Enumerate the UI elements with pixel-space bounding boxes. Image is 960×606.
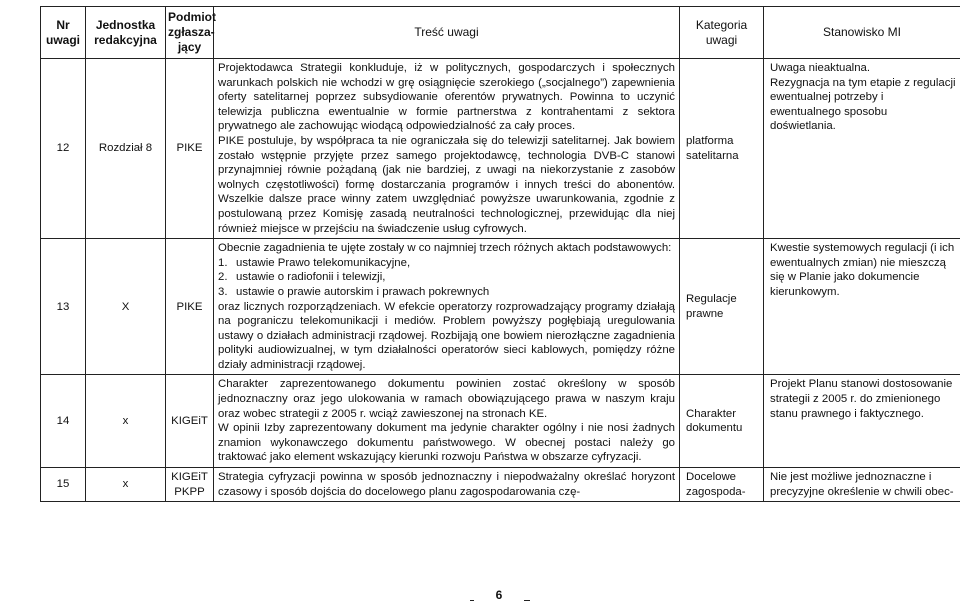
row-category: Docelowe zagospoda-	[680, 468, 764, 502]
row-category: platforma satelitarna	[680, 59, 764, 239]
row-position	[764, 59, 960, 239]
row-content	[214, 375, 680, 468]
row-position	[764, 239, 960, 375]
position-line: Kwestie systemowych regulacji (i ich ewentualnych zmian) nie mieszczą się w Planie jako dokumencie kierunkowym.	[770, 242, 955, 298]
row-nr: 12	[41, 59, 86, 239]
content-paragraph: PIKE postuluje, by współpraca ta nie ograniczała się do telewizji satelitarnej. Jak bowiem zostało wstępnie przyjęte przez samego projektodawcę, technologia DVB-C stanowi przynajmniej równie pożądaną (jak nie bardziej, z uwagi na niekorzystanie z zasobów wolnych częstotliwości) formę dostarczania programów i innych treści do abonentów. Wszelkie dalsze prace winny zatem uwzględniać powyższe uwarunkowania, zgodnie z postulowaną przez Komisję zasadą neutralności technologicznej, przewidując dla niej również miejsce w przejściu na świadczenie usług cyfrowych.	[218, 134, 675, 235]
table-row	[41, 59, 960, 239]
row-subject: PIKE	[166, 239, 214, 375]
row-subject: PIKE	[166, 59, 214, 239]
content-paragraph: Strategia cyfryzacji powinna w sposób jednoznaczny i niepodważalny określać horyzont czasowy i sposób dojścia do docelowego planu zagospodarowania czę-	[218, 471, 675, 498]
page-number: 6	[474, 588, 524, 602]
row-category: Regulacje prawne	[680, 239, 764, 375]
header-unit: Jednostka redakcyjna	[86, 7, 166, 59]
row-content	[214, 239, 680, 375]
list-item	[218, 270, 675, 285]
row-unit: Rozdział 8	[86, 59, 166, 239]
list-item-text: ustawie o radiofonii i telewizji,	[236, 271, 386, 284]
content-paragraph: Charakter zaprezentowanego dokumentu powinien zostać określony w sposób jednoznaczny oraz jego ulokowania w ramach obowiązującego prawa w naszym kraju oraz wobec strategii z 2005 r. wciąż zawieszonej na stronach KE.	[218, 378, 675, 420]
header-nr: Nr uwagi	[41, 7, 86, 59]
row-unit: x	[86, 468, 166, 502]
row-nr: 13	[41, 239, 86, 375]
comments-table	[40, 6, 960, 502]
position-line: Projekt Planu stanowi dostosowanie strategii z 2005 r. do zmienionego stanu prawnego i faktycznego.	[770, 378, 953, 420]
table-header-row	[41, 7, 960, 59]
position-line: Nie jest możliwe jednoznaczne i precyzyjne określenie w chwili obec-	[770, 471, 954, 498]
row-nr: 15	[41, 468, 86, 502]
row-category: Charakter dokumentu	[680, 375, 764, 468]
position-line: Uwaga nieaktualna.	[770, 62, 871, 74]
table-row	[41, 375, 960, 468]
row-position	[764, 468, 960, 502]
row-subject: KIGEiT PKPP	[166, 468, 214, 502]
header-subject: Podmiot zgłasza-jący	[166, 7, 214, 59]
content-paragraph: W opinii Izby zaprezentowany dokument ma jedynie charakter ogólny i nie nosi żadnych znamion wykonawczego dokumentu państwowego. W obecnej postaci należy go traktować jako element wskazujący kierunki rozwoju Państwa w obszarze cyfryzacji.	[218, 422, 675, 464]
row-content	[214, 59, 680, 239]
header-content: Treść uwagi	[214, 7, 680, 59]
list-item-number: 2.	[218, 271, 228, 284]
header-category: Kategoria uwagi	[680, 7, 764, 59]
row-content	[214, 468, 680, 502]
row-nr: 14	[41, 375, 86, 468]
list-item-number: 1.	[218, 256, 228, 269]
row-unit: x	[86, 375, 166, 468]
content-paragraph: oraz licznych rozporządzeniach. W efekcie operatorzy rozprowadzający programy działają na pograniczu telekomunikacji i mediów. Problem powyższy pogłębiają uregulowania ustawy o działach administracji rządowej. Rozbijają one bowiem nierozłączne zagadnienia polityki audiowizualnej, w tym działalności operatorów sieci kablowych, pomiędzy różne działy administracji rządowej.	[218, 300, 675, 371]
row-unit: X	[86, 239, 166, 375]
content-paragraph: Obecnie zagadnienia te ujęte zostały w co najmniej trzech różnych aktach podstawowych:	[218, 242, 672, 255]
list-item-number: 3.	[218, 285, 228, 298]
list-item	[218, 256, 675, 271]
list-item-text: ustawie Prawo telekomunikacyjne,	[236, 256, 411, 269]
list-item	[218, 285, 675, 300]
header-position: Stanowisko MI	[764, 7, 960, 59]
row-position	[764, 375, 960, 468]
position-line: Rezygnacja na tym etapie z regulacji ewentualnej potrzeby i ewentualnego sposobu doświetlania.	[770, 76, 956, 133]
table-row	[41, 239, 960, 375]
row-subject: KIGEiT	[166, 375, 214, 468]
content-paragraph: Projektodawca Strategii konkluduje, iż w politycznych, gospodarczych i społecznych warunkach polskich nie wchodzi w grę osiągnięcie szerokiego („socjalnego”) zapewnienia oferty satelitarnej poprzez subsydiowanie oferentów prywatnych. Powinna to uczynić telewizja publiczna ewentualnie w formie partnerstwa z kontrahentami z sektora prywatnego ale zachowując wiodącą odpowiedzialność za cały proces.	[218, 62, 675, 133]
table-row	[41, 468, 960, 502]
list-item-text: ustawie o prawie autorskim i prawach pokrewnych	[236, 285, 490, 298]
